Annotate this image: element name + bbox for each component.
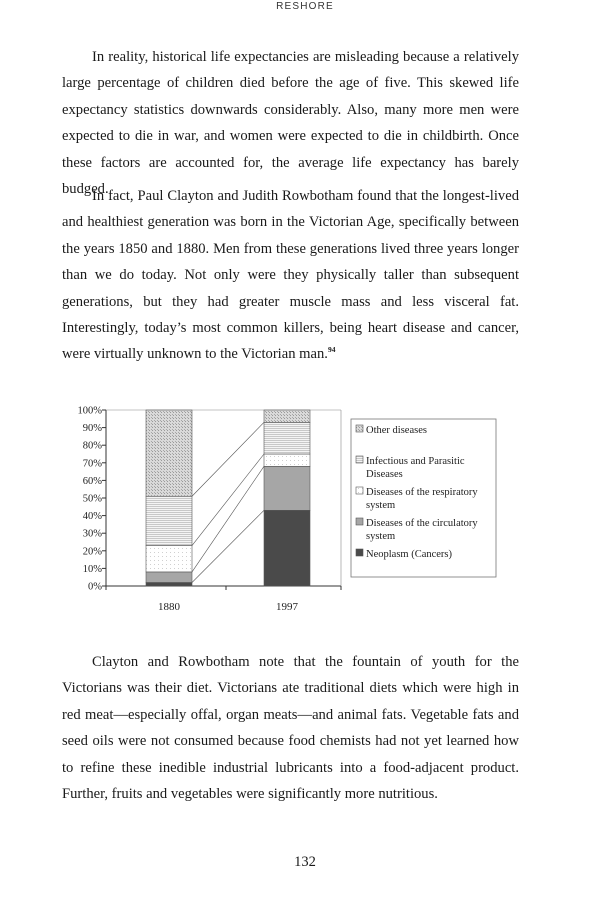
page-number: 132 [294,854,316,870]
legend-label: Infectious and Parasitic Diseases [366,456,465,480]
cause-of-death-chart [62,400,512,620]
bar-segment-1880-neoplasm-cancers- [146,582,192,586]
legend-swatch [356,456,363,463]
bar-segment-1997-diseases-of-the-respiratory-system [264,454,310,466]
bar-segment-1880-infectious-and-parasitic-diseases [146,496,192,545]
x-tick-label: 1997 [276,601,298,613]
y-tick-label: 100% [77,405,102,417]
bar-segment-1880-other-diseases [146,410,192,496]
legend-swatch [356,487,363,494]
x-tick-label: 1880 [158,601,180,613]
series-connector [192,510,264,582]
y-tick-label: 70% [82,458,102,470]
y-tick-label: 50% [82,493,102,505]
paragraph-2 [62,183,519,368]
legend-label: Other diseases [366,425,427,436]
paragraph-3: Clayton and Rowbotham note that the fountain of youth for the Victorians was their diet. Victorians ate traditional diets which were high in red meat—especially offal, organ meats—and animal fats. Vegetable fats and seed oils were not consumed because food chemists had not yet learned how to refine these inedible industrial lubricants into a food-adjacent product. Further, fruits and vegetables were significantly more nutritious. [62,654,519,803]
bar-segment-1997-diseases-of-the-circulatory-system [264,466,310,510]
y-tick-label: 10% [82,563,102,575]
legend-label: Neoplasm (Cancers) [366,549,453,560]
series-connector [192,454,264,546]
y-tick-label: 90% [82,423,102,435]
legend-label: Diseases of the circulatory system [366,518,478,542]
y-tick-label: 0% [88,581,102,593]
paragraph-1: In reality, historical life expectancies are misleading because a relatively large percentage of children died before the age of five. This skewed life expectancy statistics downwards considerably. Also, many more men were expected to die in war, and women were expected to die in childbirth. Once these factors are accounted for, the average life expectancy has barely budged. [62,49,519,198]
legend-swatch [356,549,363,556]
bar-segment-1997-neoplasm-cancers- [264,510,310,586]
legend-swatch [356,425,363,432]
bar-segment-1997-infectious-and-parasitic-diseases [264,422,310,454]
y-tick-label: 60% [82,475,102,487]
paragraph-2-text: In fact, Paul Clayton and Judith Rowbotham found that the longest-lived and healthiest generation was born in the Victorian Age, specifically between the years 1850 and 1880. Men from these generations lived three years longer than we do today. Not only were they physically taller than subsequent generations, but they had greater muscle mass and less visceral fat. Interestingly, today’s most common killers, being heart disease and cancer, were virtually unknown to the Victorian man. [62,188,519,363]
y-tick-label: 80% [82,440,102,452]
y-tick-label: 30% [82,528,102,540]
footnote-reference: 94 [327,345,336,355]
bar-segment-1997-other-diseases [264,410,310,422]
series-connector [192,466,264,572]
y-tick-label: 40% [82,511,102,523]
bar-segment-1880-diseases-of-the-circulatory-system [146,572,192,583]
legend-swatch [356,518,363,525]
legend-label: Diseases of the respiratory system [366,487,478,511]
series-connector [192,422,264,496]
y-tick-label: 20% [82,546,102,558]
running-head: RESHORE [276,1,334,12]
bar-segment-1880-diseases-of-the-respiratory-system [146,546,192,572]
